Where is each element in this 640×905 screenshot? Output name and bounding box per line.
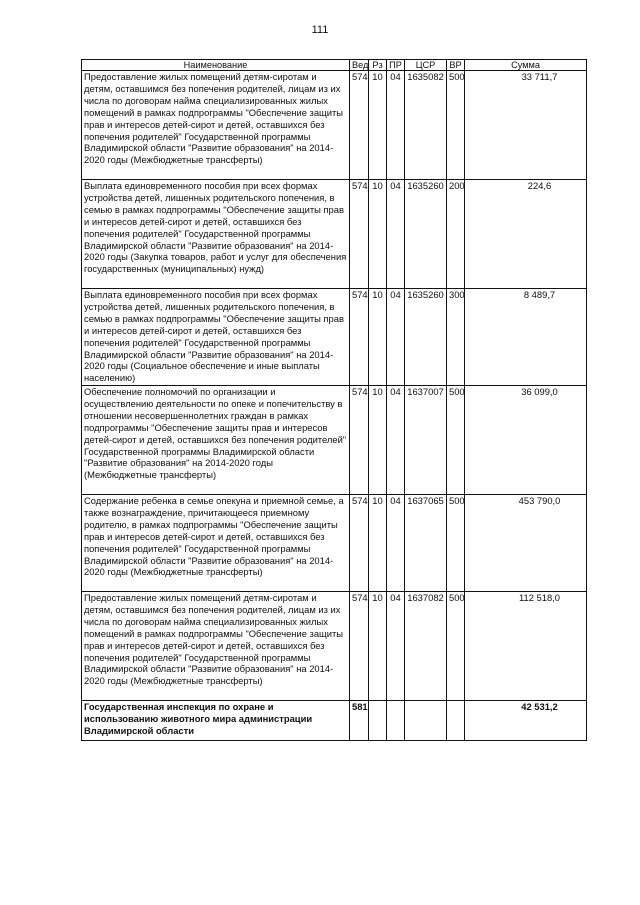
table-row xyxy=(82,592,587,701)
cell-csr: 1635260 xyxy=(405,289,447,386)
cell-ved: 574 xyxy=(350,289,369,386)
cell-rz: 10 xyxy=(369,592,387,701)
cell-rz: 10 xyxy=(369,386,387,495)
cell-rz: 10 xyxy=(369,495,387,592)
cell-vr: 300 xyxy=(447,289,465,386)
cell-sum: 33 711,7 xyxy=(465,71,587,180)
cell-name: Предоставление жилых помещений детям-сиротам и детям, оставшимся без попечения родителей, лицам из их числа по договорам найма специализированных жилых помещений в рамках подпрограммы "Обеспечение защиты прав и интересов детей-сирот и детей, оставшихся без попечения родителей" Государственной программы Владимирской области "Развитие образования" на 2014-2020 годы (Межбюджетные трансферты) xyxy=(82,592,350,701)
cell-pr: 04 xyxy=(387,289,405,386)
table-row xyxy=(82,701,587,741)
column-header-sum: Сумма xyxy=(465,60,587,71)
cell-pr: 04 xyxy=(387,71,405,180)
cell-pr: 04 xyxy=(387,180,405,289)
column-header-ved: Вед xyxy=(350,60,369,71)
cell-pr: 04 xyxy=(387,592,405,701)
cell-sum: 8 489,7 xyxy=(465,289,587,386)
cell-name: Содержание ребенка в семье опекуна и приемной семье, а также вознаграждение, причитающееся приемному родителю, в рамках подпрограммы "Обеспечение защиты прав и интересов детей-сирот и детей, оставшихся без попечения родителей" Государственной программы Владимирской области "Развитие образования" на 2014-2020 годы (Межбюджетные трансферты) xyxy=(82,495,350,592)
cell-csr: 1637082 xyxy=(405,592,447,701)
cell-pr xyxy=(387,701,405,741)
column-header-csr: ЦСР xyxy=(405,60,447,71)
cell-rz: 10 xyxy=(369,289,387,386)
cell-rz: 10 xyxy=(369,71,387,180)
cell-sum: 42 531,2 xyxy=(465,701,587,741)
cell-csr xyxy=(405,701,447,741)
cell-ved: 581 xyxy=(350,701,369,741)
cell-vr: 500 xyxy=(447,71,465,180)
budget-table xyxy=(81,59,587,741)
cell-ved: 574 xyxy=(350,592,369,701)
cell-ved: 574 xyxy=(350,180,369,289)
cell-vr: 500 xyxy=(447,592,465,701)
cell-vr: 200 xyxy=(447,180,465,289)
table-row xyxy=(82,180,587,289)
cell-pr: 04 xyxy=(387,495,405,592)
cell-rz: 10 xyxy=(369,180,387,289)
column-header-vr: ВР xyxy=(447,60,465,71)
cell-name: Выплата единовременного пособия при всех формах устройства детей, лишенных родительского попечения, в семью в рамках подпрограммы "Обеспечение защиты прав и интересов детей-сирот и детей, оставшихся без попечения родителей" Государственной программы Владимирской области "Развитие образования" на 2014-2020 годы (Социальное обеспечение и иные выплаты населению) xyxy=(82,289,350,386)
table-row xyxy=(82,495,587,592)
cell-ved: 574 xyxy=(350,495,369,592)
cell-vr xyxy=(447,701,465,741)
table-row xyxy=(82,71,587,180)
table-row xyxy=(82,386,587,495)
cell-csr: 1635082 xyxy=(405,71,447,180)
column-header-rz: Рз xyxy=(369,60,387,71)
cell-sum: 36 099,0 xyxy=(465,386,587,495)
cell-csr: 1635260 xyxy=(405,180,447,289)
column-header-pr: ПР xyxy=(387,60,405,71)
cell-csr: 1637007 xyxy=(405,386,447,495)
cell-ved: 574 xyxy=(350,71,369,180)
cell-name: Государственная инспекция по охране и использованию животного мира администрации Владимирской области xyxy=(82,701,350,741)
column-header-name: Наименование xyxy=(82,60,350,71)
cell-sum: 453 790,0 xyxy=(465,495,587,592)
cell-name: Предоставление жилых помещений детям-сиротам и детям, оставшимся без попечения родителей, лицам из их числа по договорам найма специализированных жилых помещений в рамках подпрограммы "Обеспечение защиты прав и интересов детей-сирот и детей, оставшихся без попечения родителей" Государственной программы Владимирской области "Развитие образования" на 2014-2020 годы (Межбюджетные трансферты) xyxy=(82,71,350,180)
cell-vr: 500 xyxy=(447,495,465,592)
cell-vr: 500 xyxy=(447,386,465,495)
cell-name: Выплата единовременного пособия при всех формах устройства детей, лишенных родительского попечения, в семью в рамках подпрограммы "Обеспечение защиты прав и интересов детей-сирот и детей, оставшихся без попечения родителей" Государственной программы Владимирской области "Развитие образования" на 2014-2020 годы (Закупка товаров, работ и услуг для обеспечения государственных (муниципальных) нужд) xyxy=(82,180,350,289)
cell-name: Обеспечение полномочий по организации и осуществлению деятельности по опеке и попечительству в отношении несовершеннолетних граждан в рамках подпрограммы "Обеспечение защиты прав и интересов детей-сирот и детей, оставшихся без попечения родителей" Государственной программы Владимирской области "Развитие образования" на 2014-2020 годы (Межбюджетные трансферты) xyxy=(82,386,350,495)
cell-rz xyxy=(369,701,387,741)
cell-csr: 1637065 xyxy=(405,495,447,592)
cell-pr: 04 xyxy=(387,386,405,495)
cell-sum: 224,6 xyxy=(465,180,587,289)
page-number: 111 xyxy=(311,24,329,36)
table-header-row xyxy=(82,60,587,71)
table-row xyxy=(82,289,587,386)
cell-sum: 112 518,0 xyxy=(465,592,587,701)
cell-ved: 574 xyxy=(350,386,369,495)
